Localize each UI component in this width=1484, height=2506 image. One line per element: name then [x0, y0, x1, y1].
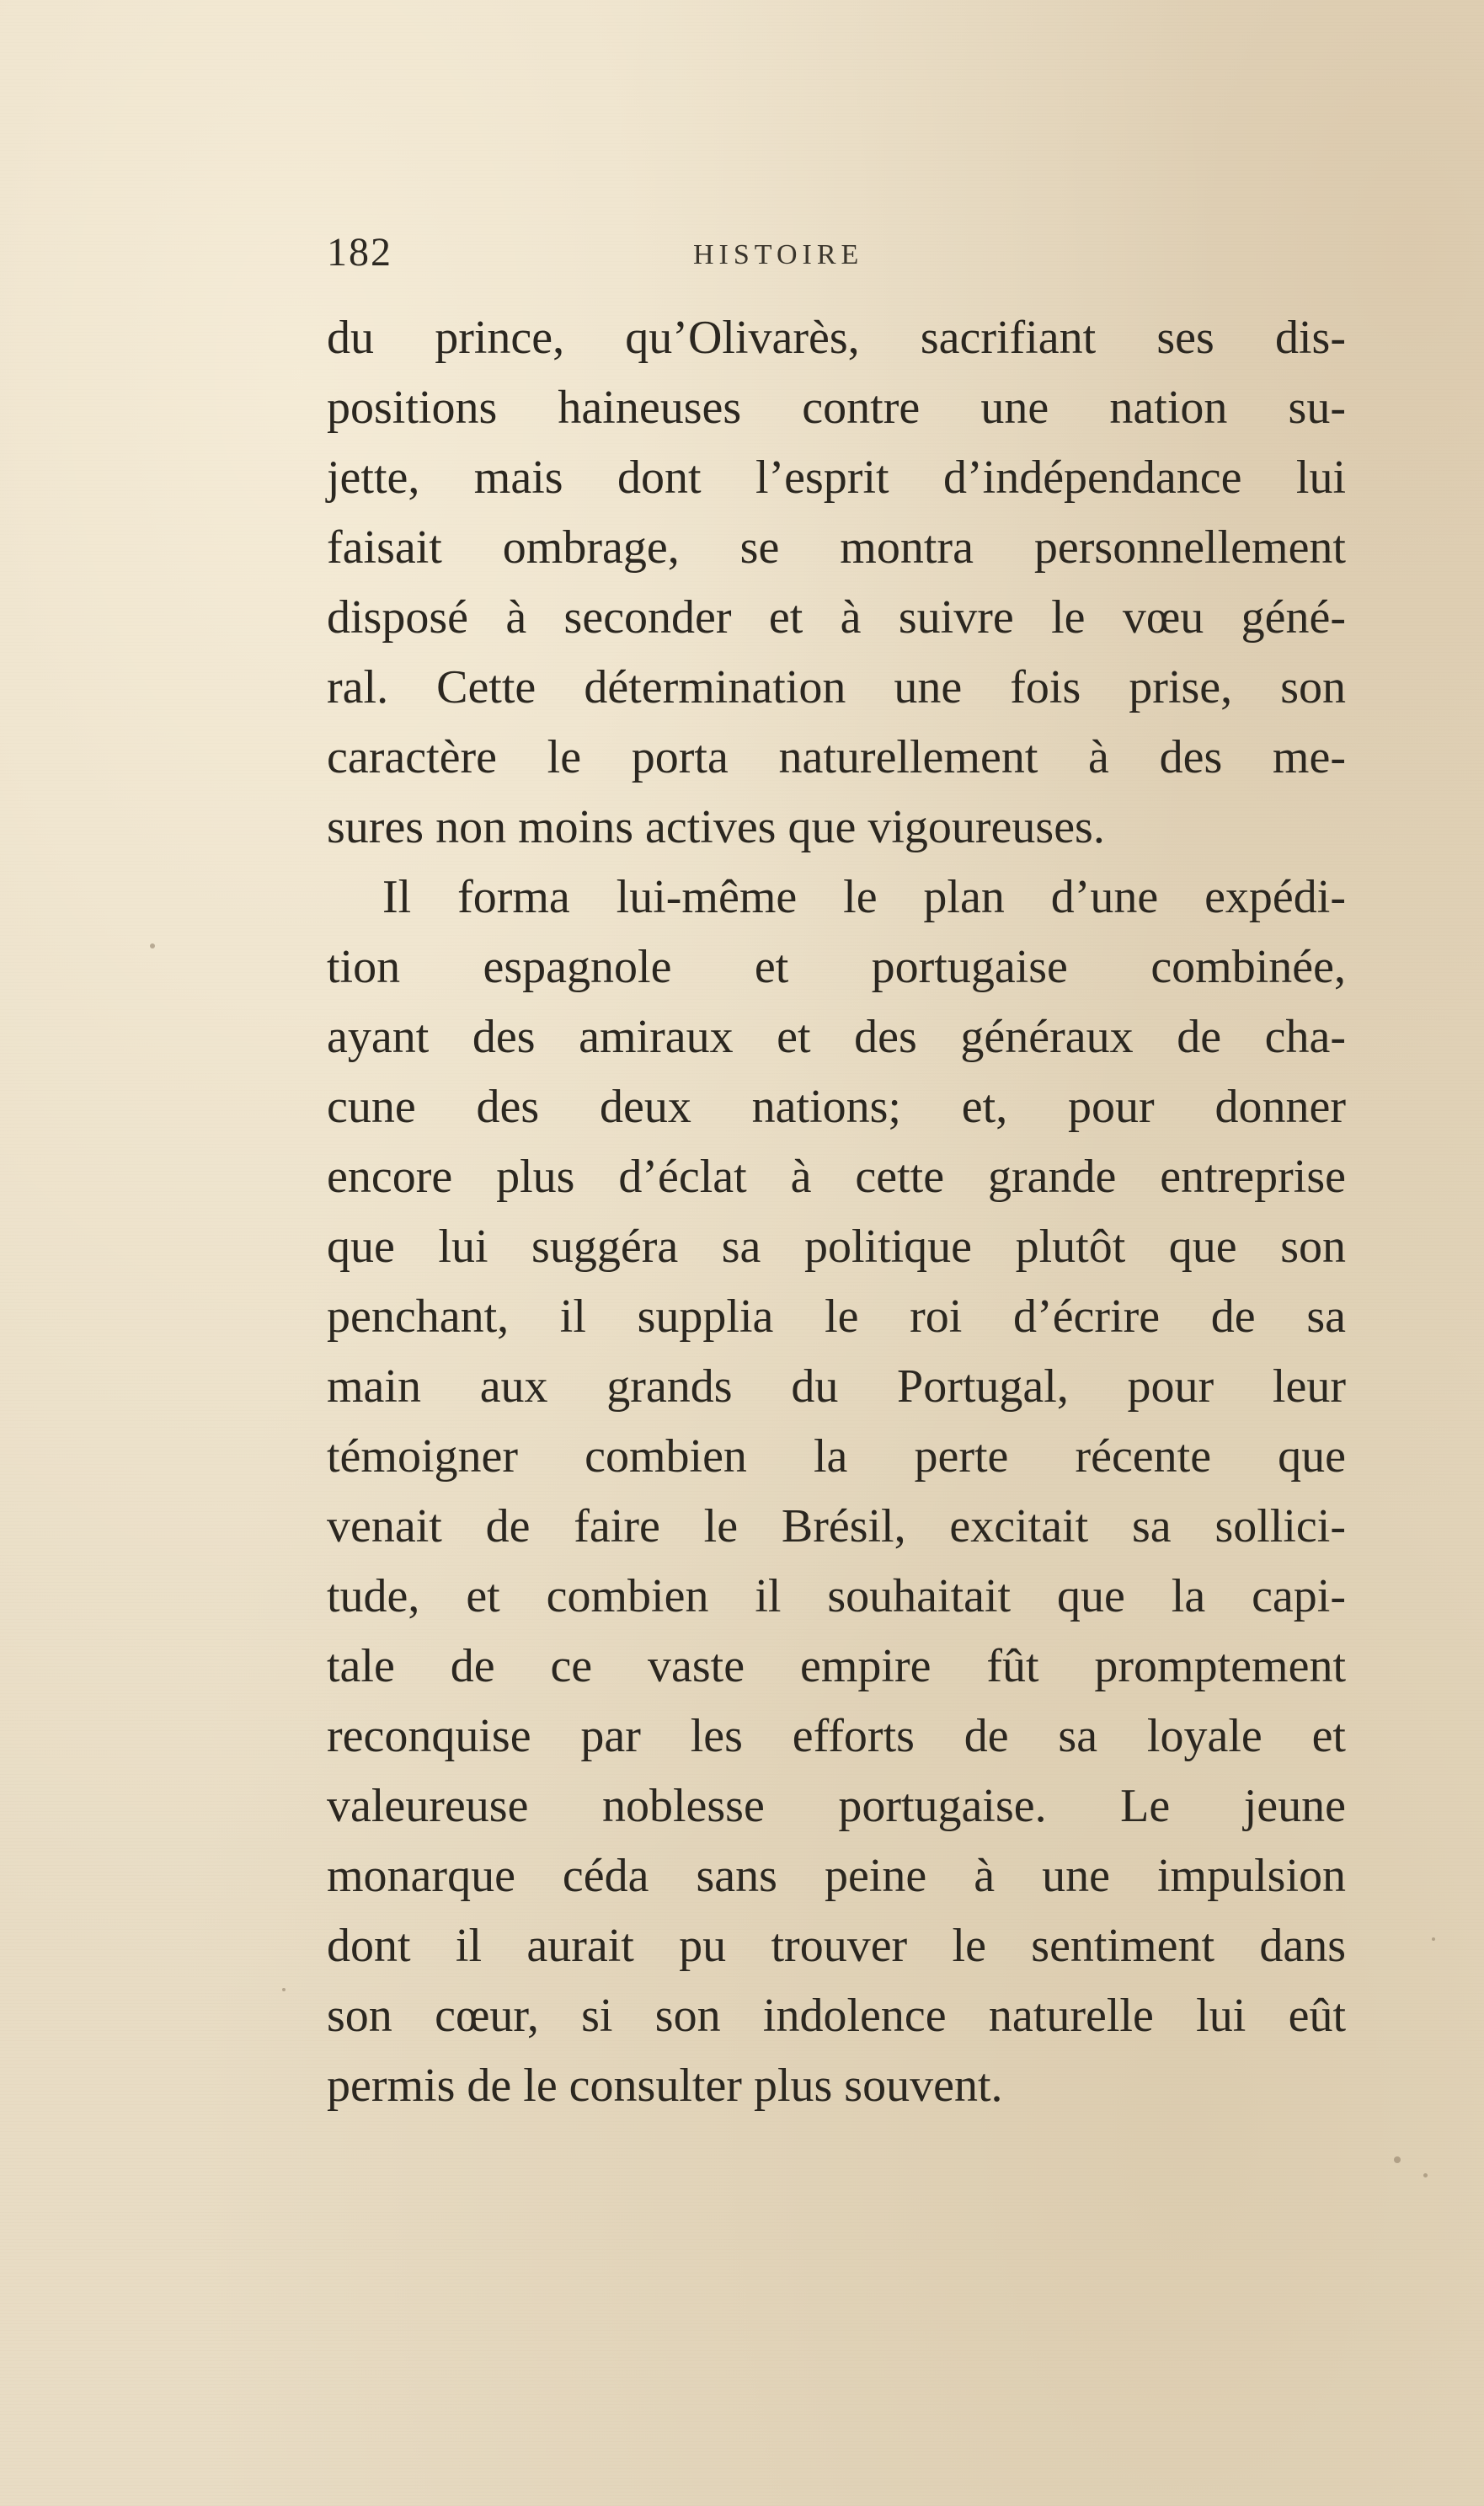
text-line: reconquise par les efforts de sa loyale et: [327, 1710, 1346, 1762]
paper-speck: [282, 1988, 286, 1991]
text-line: valeureuse noblesse portugaise. Le jeune: [327, 1780, 1346, 1832]
text-line: du prince, qu’Olivarès, sacrifiant ses dis-: [327, 312, 1346, 364]
paper-speck: [150, 943, 155, 948]
text-line: caractère le porta naturellement à des me-: [327, 731, 1346, 783]
text-line: penchant, il supplia le roi d’écrire de sa: [327, 1290, 1346, 1343]
body-text: [327, 303, 1346, 2121]
text-line: encore plus d’éclat à cette grande entreprise: [327, 1151, 1346, 1203]
text-line: monarque céda sans peine à une impulsion: [327, 1850, 1346, 1902]
text-line: disposé à seconder et à suivre le vœu géné-: [327, 591, 1346, 644]
text-line: cune des deux nations; et, pour donner: [327, 1081, 1346, 1133]
paper-speck: [1394, 2156, 1401, 2163]
text-line: dont il aurait pu trouver le sentiment dans: [327, 1920, 1346, 1972]
text-line: témoigner combien la perte récente que: [327, 1430, 1346, 1483]
paragraph-2: [327, 863, 1346, 2121]
text-line: tude, et combien il souhaitait que la capi-: [327, 1570, 1346, 1622]
text-line: permis de le consulter plus souvent.: [327, 2060, 1003, 2112]
running-head: [327, 227, 946, 286]
text-line: venait de faire le Brésil, excitait sa sollici-: [327, 1500, 1346, 1552]
text-line: tion espagnole et portugaise combinée,: [327, 941, 1346, 993]
paper-speck: [1423, 2173, 1428, 2177]
text-line: positions haineuses contre une nation su-: [327, 382, 1346, 434]
text-line: que lui suggéra sa politique plutôt que son: [327, 1221, 1346, 1273]
paragraph-1: [327, 303, 1346, 863]
text-line: jette, mais dont l’esprit d’indépendance lui: [327, 452, 1346, 504]
paper-speck: [1432, 1937, 1435, 1941]
text-line: tale de ce vaste empire fût promptement: [327, 1640, 1346, 1692]
text-line: sures non moins actives que vigoureuses.: [327, 801, 1105, 853]
running-title: HISTOIRE: [693, 239, 864, 270]
text-line: ral. Cette détermination une fois prise, son: [327, 661, 1346, 713]
text-line: main aux grands du Portugal, pour leur: [327, 1360, 1346, 1413]
text-line: ayant des amiraux et des généraux de cha-: [327, 1011, 1346, 1063]
page-number: 182: [327, 230, 392, 275]
text-line: son cœur, si son indolence naturelle lui eût: [327, 1990, 1346, 2042]
text-line: faisait ombrage, se montra personnellement: [327, 521, 1346, 574]
text-line: Il forma lui-même le plan d’une expédi-: [382, 871, 1346, 923]
